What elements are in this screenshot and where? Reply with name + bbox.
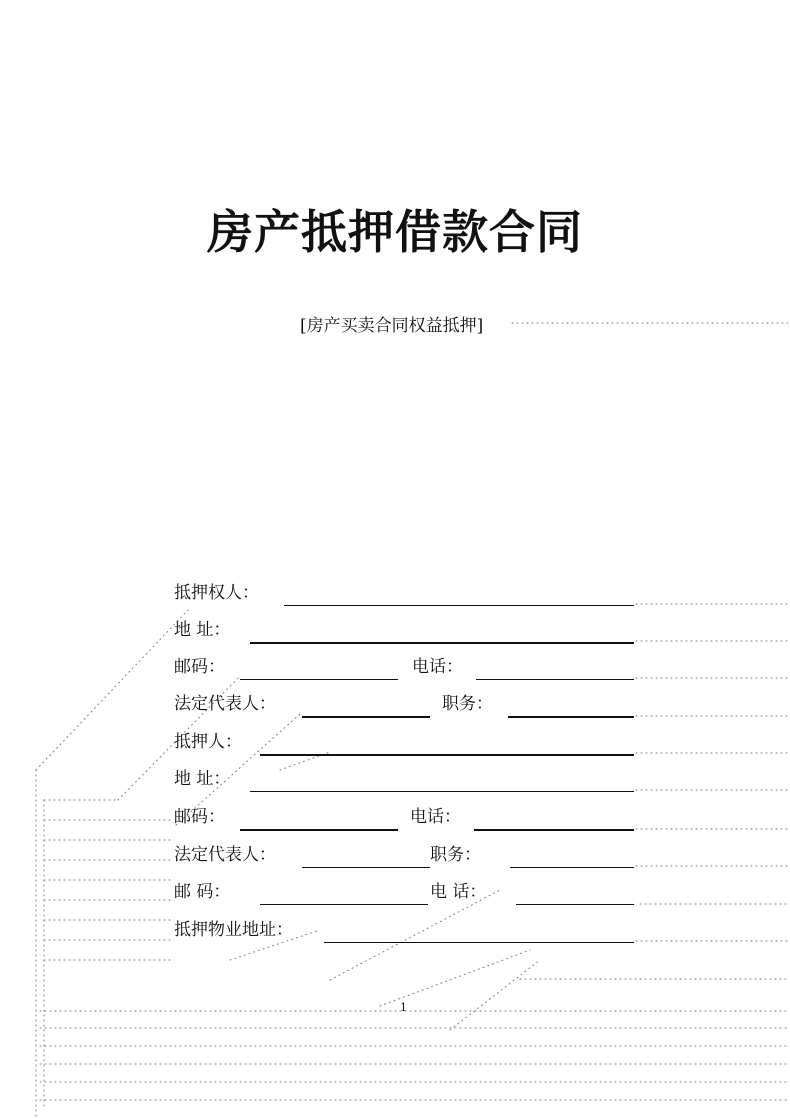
property-address-blank[interactable] — [324, 942, 634, 943]
document-subtitle: [房产买卖合同权益抵押] — [300, 316, 484, 336]
property-address-label: 抵押物业地址： — [174, 920, 293, 940]
mortgagor-label: 抵押人： — [174, 732, 242, 752]
extra-phone-blank[interactable] — [516, 904, 634, 905]
mortgagor-legal-rep-blank[interactable] — [302, 867, 430, 868]
mortgagee-legal-rep-row — [174, 691, 636, 721]
mortgagee-address-row — [174, 617, 636, 647]
mortgagee-legal-rep-label: 法定代表人： — [174, 694, 276, 714]
mortgagee-position-blank[interactable] — [508, 716, 634, 718]
mortgagee-phone-label: 电话： — [412, 657, 463, 677]
mortgagee-row — [174, 580, 636, 610]
mortgagee-legal-rep-blank[interactable] — [302, 716, 430, 718]
extra-postcode-blank[interactable] — [260, 904, 428, 905]
document-title: 房产抵押借款合同 — [207, 205, 583, 259]
mortgagor-address-row — [174, 766, 636, 796]
mortgagee-postcode-label: 邮码： — [174, 657, 225, 677]
mortgagee-address-blank[interactable] — [250, 642, 634, 644]
mortgagee-phone-blank[interactable] — [476, 679, 634, 680]
mortgagor-address-label: 地 址： — [174, 769, 231, 789]
mortgagor-postcode-label: 邮码： — [174, 807, 225, 827]
extra-postcode-label: 邮 码： — [174, 882, 231, 902]
extra-phone-label: 电 话： — [430, 882, 487, 902]
mortgagor-position-blank[interactable] — [510, 867, 634, 868]
mortgagee-blank[interactable] — [284, 605, 634, 606]
mortgagor-blank[interactable] — [260, 754, 634, 756]
mortgagor-phone-blank[interactable] — [474, 829, 634, 831]
mortgagor-legal-rep-row — [174, 842, 636, 872]
mortgagee-position-label: 职务： — [442, 694, 493, 714]
mortgagee-postcode-blank[interactable] — [240, 679, 398, 680]
mortgagee-address-label: 地 址： — [174, 620, 231, 640]
mortgagor-address-blank[interactable] — [250, 791, 634, 792]
extra-postcode-phone-row — [174, 879, 636, 909]
mortgagor-postcode-blank[interactable] — [240, 829, 398, 831]
mortgagor-phone-label: 电话： — [410, 807, 461, 827]
property-address-row — [174, 917, 636, 947]
mortgagee-postcode-phone-row — [174, 654, 636, 684]
mortgagor-row — [174, 729, 636, 759]
mortgagor-legal-rep-label: 法定代表人： — [174, 845, 276, 865]
mortgagee-label: 抵押权人： — [174, 583, 259, 603]
page-number: 1 — [400, 1001, 407, 1014]
mortgagor-postcode-phone-row — [174, 804, 636, 834]
mortgagor-position-label: 职务： — [430, 845, 481, 865]
